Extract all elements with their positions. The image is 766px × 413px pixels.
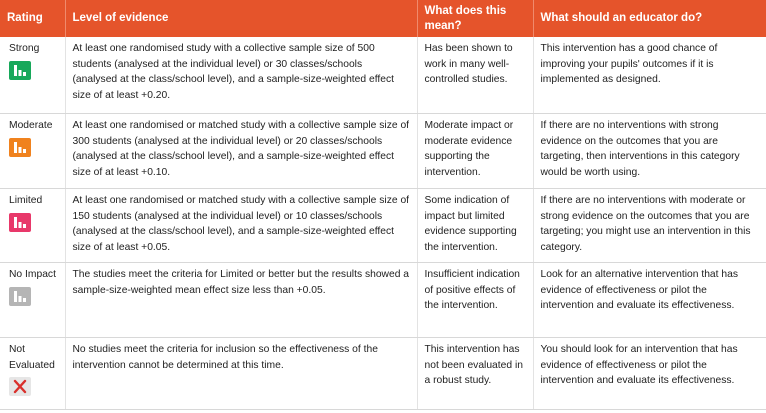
table-row — [0, 263, 766, 338]
meaning-cell: Moderate impact or moderate evidence supporting the intervention. — [417, 114, 533, 189]
moderate-bar-chart-icon — [9, 138, 31, 157]
table-row — [0, 338, 766, 410]
limited-bar-chart-icon — [9, 213, 31, 232]
header-level-of-evidence: Level of evidence — [65, 0, 417, 37]
table-row — [0, 37, 766, 114]
table-row — [0, 114, 766, 189]
rating-label: Limited — [9, 195, 43, 206]
evidence-cell: The studies meet the criteria for Limited or better but the results showed a sample-size-weighted mean effect size less than +0.05. — [65, 263, 417, 338]
action-cell: You should look for an intervention that has evidence of effectiveness or pilot the intervention and evaluate its effectiveness. — [533, 338, 766, 410]
action-cell: If there are no interventions with strong evidence on the outcomes that you are targeting, then interventions in this category would be worth using. — [533, 114, 766, 189]
table-row — [0, 189, 766, 263]
evidence-cell: At least one randomised or matched study with a collective sample size of 300 students (analysed at the individual level) or 20 classes/schools (analysed at the class/school level), and a sample-size-weighted effect size of at least +0.10. — [65, 114, 417, 189]
action-cell: This intervention has a good chance of improving your pupils' outcomes if it is implemented as designed. — [533, 37, 766, 114]
evidence-cell: No studies meet the criteria for inclusion so the effectiveness of the intervention cannot be determined at this time. — [65, 338, 417, 410]
rating-label: Moderate — [9, 120, 53, 131]
header-what-should-educator-do: What should an educator do? — [533, 0, 766, 37]
rating-cell — [0, 263, 65, 338]
action-cell: If there are no interventions with moderate or strong evidence on the outcomes that you are targeting; you might use an intervention in this category. — [533, 189, 766, 263]
rating-cell — [0, 37, 65, 114]
rating-cell — [0, 114, 65, 189]
rating-cell — [0, 338, 65, 410]
evidence-cell: At least one randomised study with a collective sample size of 500 students (analysed at the individual level) or 30 classes/schools (analysed at the class/school level), and a sample-size-weighted effect size of at least +0.20. — [65, 37, 417, 114]
not-evaluated-x-icon — [9, 377, 31, 396]
meaning-cell: Some indication of impact but limited evidence supporting the intervention. — [417, 189, 533, 263]
strong-bar-chart-icon — [9, 61, 31, 80]
header-what-does-this-mean: What does this mean? — [417, 0, 533, 37]
action-cell: Look for an alternative intervention that has evidence of effectiveness or pilot the intervention and evaluate its effectiveness. — [533, 263, 766, 338]
table-header-row — [0, 0, 766, 37]
meaning-cell: Insufficient indication of positive effects of the intervention. — [417, 263, 533, 338]
meaning-cell: Has been shown to work in many well-controlled studies. — [417, 37, 533, 114]
rating-label: No Impact — [9, 269, 56, 280]
evidence-cell: At least one randomised or matched study with a collective sample size of 150 students (analysed at the individual level) or 10 classes/schools (analysed at the class/school level), and a sample-size-weighted effect size of at least +0.05. — [65, 189, 417, 263]
rating-cell — [0, 189, 65, 263]
rating-label: Not Evaluated — [9, 344, 55, 371]
header-rating: Rating — [0, 0, 65, 37]
meaning-cell: This intervention has not been evaluated in a robust study. — [417, 338, 533, 410]
no-impact-bar-chart-icon — [9, 287, 31, 306]
rating-label: Strong — [9, 43, 40, 54]
